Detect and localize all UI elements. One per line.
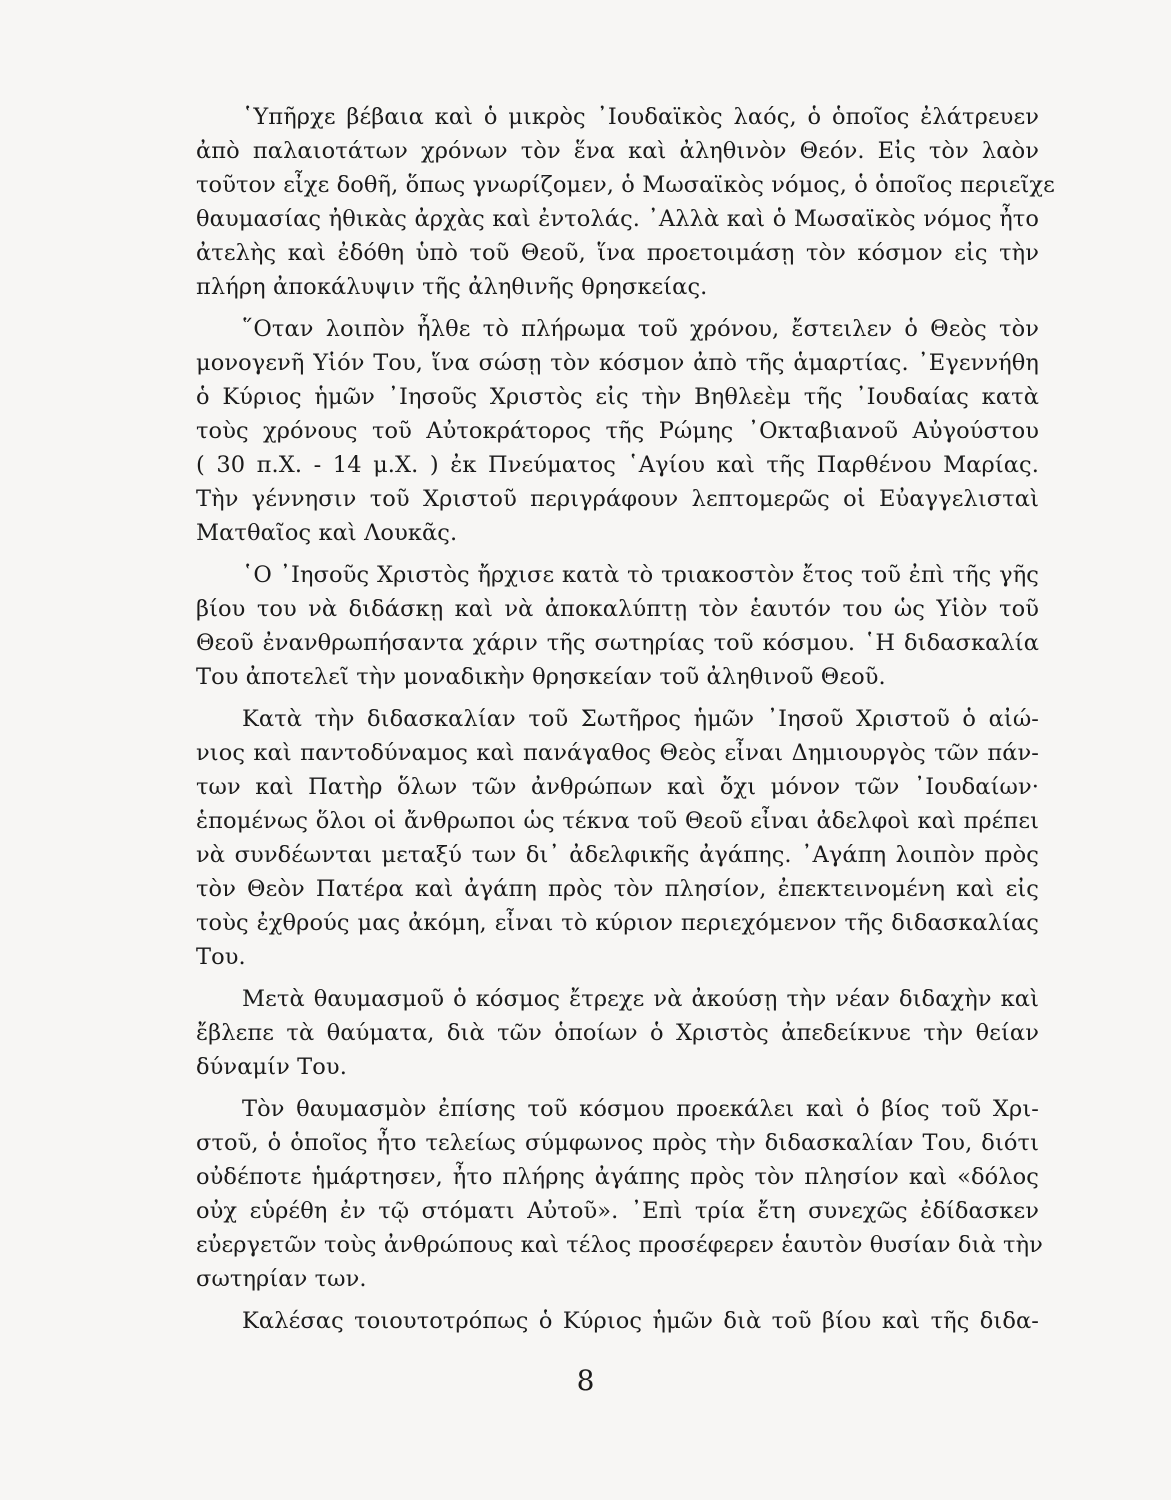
text-line: θαυμασίας ἠθικὰς ἀρχὰς καὶ ἐντολάς. ᾿Αλλὰ καὶ ὁ Μωσαϊκὸς νόμος ἦτο [196,206,1039,232]
paragraph-1 [196,100,1055,304]
text-line: βίου του νὰ διδάσκῃ καὶ νὰ ἀποκαλύπτῃ τὸν ἑαυτόν του ὡς Υἱὸν τοῦ [196,596,1039,622]
text-line: ἔβλεπε τὰ θαύματα, διὰ τῶν ὁποίων ὁ Χριστὸς ἀπεδείκνυε τὴν θείαν [196,1020,1039,1046]
text-line: των καὶ Πατὴρ ὅλων τῶν ἀνθρώπων καὶ ὄχι μόνον τῶν ᾿Ιουδαίων· [196,774,1039,800]
paragraph-7 [196,1304,1039,1338]
text-line: Τὸν θαυμασμὸν ἐπίσης τοῦ κόσμου προεκάλει καὶ ὁ βίος τοῦ Χρι- [242,1096,1039,1122]
text-line: ἀτελὴς καὶ ἐδόθη ὑπὸ τοῦ Θεοῦ, ἵνα προετοιμάσῃ τὸν κόσμον εἰς τὴν [196,240,1039,266]
text-line: τοῦτον εἶχε δοθῆ, ὅπως γνωρίζομεν, ὁ Μωσαϊκὸς νόμος, ὁ ὁποῖος περιεῖχε [196,172,1055,198]
text-line: μονογενῆ Υἱόν Του, ἵνα σώσῃ τὸν κόσμον ἀπὸ τῆς ἁμαρτίας. ᾿Εγεννήθη [196,350,1039,376]
text-line: Θεοῦ ἐνανθρωπήσαντα χάριν τῆς σωτηρίας τοῦ κόσμου. ῾Η διδασκαλία [196,630,1039,656]
text-line: ῾Υπῆρχε βέβαια καὶ ὁ μικρὸς ᾿Ιουδαϊκὸς λαός, ὁ ὁποῖος ἐλάτρευεν [242,104,1039,130]
text-line: ( 30 π.Χ. - 14 μ.Χ. ) ἐκ Πνεύματος ῾Αγίου καὶ τῆς Παρθένου Μαρίας. [196,452,1039,478]
text-line: Τὴν γέννησιν τοῦ Χριστοῦ περιγράφουν λεπτομερῶς οἱ Εὐαγγελισταὶ [196,486,1039,512]
text-line: πλήρη ἀποκάλυψιν τῆς ἀληθινῆς θρησκείας. [196,274,708,300]
text-line: νὰ συνδέωνται μεταξύ των δι᾿ ἀδελφικῆς ἀγάπης. ᾿Αγάπη λοιπὸν πρὸς [196,842,1039,868]
text-line: στοῦ, ὁ ὁποῖος ἦτο τελείως σύμφωνος πρὸς τὴν διδασκαλίαν Του, διότι [196,1130,1039,1156]
text-line: δύναμίν Του. [196,1054,347,1080]
text-line: οὐδέποτε ἡμάρτησεν, ἦτο πλήρης ἀγάπης πρὸς τὸν πλησίον καὶ «δόλος [196,1164,1039,1190]
text-line: Μετὰ θαυμασμοῦ ὁ κόσμος ἔτρεχε νὰ ἀκούσῃ τὴν νέαν διδαχὴν καὶ [242,986,1039,1012]
text-line: τοὺς χρόνους τοῦ Αὐτοκράτορος τῆς Ρώμης ᾿Οκταβιανοῦ Αὐγούστου [196,418,1039,444]
text-line: ῾Ο ᾿Ιησοῦς Χριστὸς ἤρχισε κατὰ τὸ τριακοστὸν ἔτος τοῦ ἐπὶ τῆς γῆς [242,562,1039,588]
text-line: ῞Οταν λοιπὸν ἦλθε τὸ πλήρωμα τοῦ χρόνου, ἔστειλεν ὁ Θεὸς τὸν [242,316,1039,342]
text-line: Κατὰ τὴν διδασκαλίαν τοῦ Σωτῆρος ἡμῶν ᾿Ιησοῦ Χριστοῦ ὁ αἰώ- [242,706,1039,732]
paragraph-3 [196,558,1039,694]
text-line: τοὺς ἐχθρούς μας ἀκόμη, εἶναι τὸ κύριον περιεχόμενον τῆς διδασκαλίας [196,910,1039,936]
text-line: νιος καὶ παντοδύναμος καὶ πανάγαθος Θεὸς εἶναι Δημιουργὸς τῶν πάν- [196,740,1039,766]
paragraph-6 [196,1092,1043,1296]
text-line: σωτηρίαν των. [196,1266,367,1292]
paragraph-2 [196,312,1039,550]
page-number: 8 [576,1364,595,1397]
text-line: ἑπομένως ὅλοι οἱ ἄνθρωποι ὡς τέκνα τοῦ Θεοῦ εἶναι ἀδελφοὶ καὶ πρέπει [196,808,1039,834]
text-line: ἀπὸ παλαιοτάτων χρόνων τὸν ἕνα καὶ ἀληθινὸν Θεόν. Εἰς τὸν λαὸν [196,138,1039,164]
text-line: ὁ Κύριος ἡμῶν ᾿Ιησοῦς Χριστὸς εἰς τὴν Βηθλεὲμ τῆς ᾿Ιουδαίας κατὰ [196,384,1039,410]
text-line: Καλέσας τοιουτοτρόπως ὁ Κύριος ἡμῶν διὰ τοῦ βίου καὶ τῆς διδα- [242,1308,1039,1334]
text-line: εὐεργετῶν τοὺς ἀνθρώπους καὶ τέλος προσέφερεν ἑαυτὸν θυσίαν διὰ τὴν [196,1232,1043,1258]
paragraph-5 [196,982,1039,1084]
text-line: Ματθαῖος καὶ Λουκᾶς. [196,520,458,546]
text-line: οὐχ εὑρέθη ἐν τῷ στόματι Αὐτοῦ». ᾿Επὶ τρία ἔτη συνεχῶς ἐδίδασκεν [196,1198,1039,1224]
text-line: Του. [196,944,246,970]
paragraph-4 [196,702,1039,974]
text-line: Του ἀποτελεῖ τὴν μοναδικὴν θρησκείαν τοῦ ἀληθινοῦ Θεοῦ. [196,664,886,690]
body-text [196,100,1055,1346]
text-line: τὸν Θεὸν Πατέρα καὶ ἀγάπη πρὸς τὸν πλησίον, ἐπεκτεινομένη καὶ εἰς [196,876,1039,902]
